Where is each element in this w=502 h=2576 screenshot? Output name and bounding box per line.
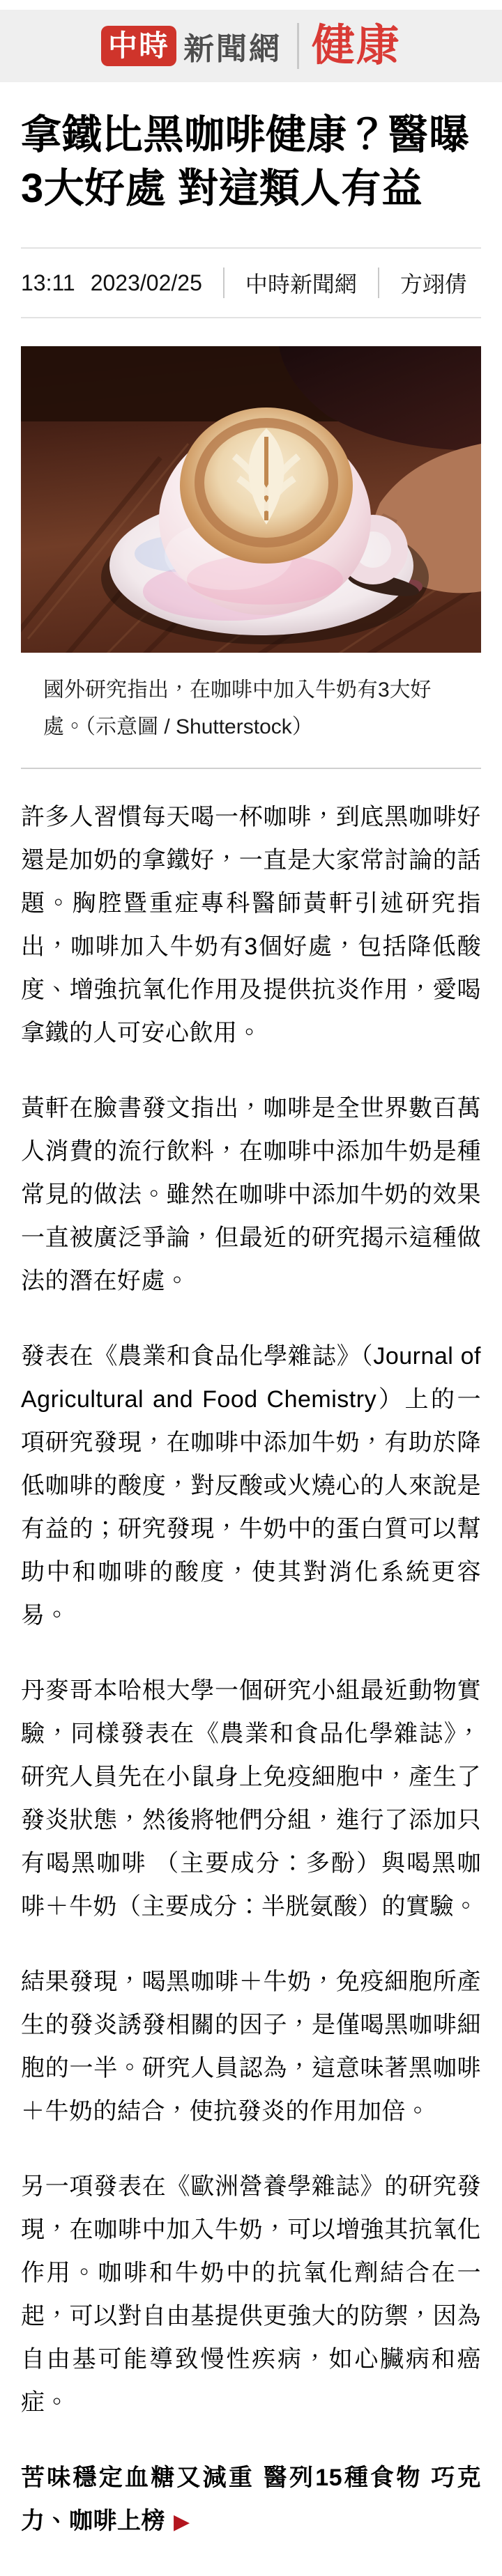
logo-box-icon: 中時 bbox=[101, 26, 176, 66]
related-article-link[interactable] bbox=[21, 2456, 481, 2544]
related-article-label: 苦味穩定血糖又減重 醫列15種食物 巧克力、咖啡上榜 bbox=[21, 2465, 481, 2535]
article-paragraph: 丹麥哥本哈根大學一個研究小組最近動物實驗，同樣發表在《農業和食品化學雜誌》，研究人員先在小鼠身上免疫細胞中，產生了發炎狀態，然後將牠們分組，進行了添加只有喝黑咖啡 （主要成分：多酚）與喝黑咖啡＋牛奶（主要成分：半胱氨酸）的實驗。 bbox=[21, 1677, 481, 1921]
logo-suffix-label: 新聞網 bbox=[183, 32, 282, 66]
article-paragraph: 發表在《農業和食品化學雜誌》（Journal of Agricultural and Food Chemistry）上的一項研究發現，在咖啡中添加牛奶，有助於降低咖啡的酸度，對反酸或火燒心的人來說是有益的；研究發現，牛奶中的蛋白質可以幫助中和咖啡的酸度，使其對消化系統更容易。 bbox=[21, 1343, 481, 1629]
meta-separator bbox=[378, 267, 379, 298]
latte-photo-illustration bbox=[21, 346, 481, 653]
publish-time: 13:11 bbox=[21, 270, 75, 295]
author-label: 方翊倩 bbox=[400, 272, 467, 297]
site-header bbox=[0, 10, 502, 82]
divider-below-caption bbox=[21, 768, 481, 769]
article-meta-row bbox=[21, 249, 481, 317]
top-whitespace bbox=[0, 0, 502, 10]
article-title: 拿鐵比黑咖啡健康？醫曝3大好處 對這類人有益 bbox=[21, 112, 470, 211]
divider-below-meta bbox=[21, 317, 481, 318]
arrow-right-icon: ▶ bbox=[174, 2511, 190, 2534]
meta-separator bbox=[223, 267, 225, 298]
image-caption: 國外研究指出，在咖啡中加入牛奶有3大好處。（示意圖 / Shutterstock） bbox=[43, 678, 432, 738]
article-content bbox=[0, 109, 502, 2544]
header-divider bbox=[297, 23, 299, 69]
article-paragraph: 黃軒在臉書發文指出，咖啡是全世界數百萬人消費的流行飲料，在咖啡中添加牛奶是種常見的做法。雖然在咖啡中添加牛奶的效果一直被廣泛爭論，但最近的研究揭示這種做法的潛在好處。 bbox=[21, 1095, 481, 1295]
article-paragraph: 許多人習慣每天喝一杯咖啡，到底黑咖啡好還是加奶的拿鐵好，一直是大家常討論的話題。胸腔暨重症專科醫師黃軒引述研究指出，咖啡加入牛奶有3個好處，包括降低酸度、增強抗氧化作用及提供抗炎作用，愛喝拿鐵的人可安心飲用。 bbox=[21, 804, 481, 1047]
article-paragraph: 結果發現，喝黑咖啡＋牛奶，免疫細胞所產生的發炎誘發相關的因子，是僅喝黑咖啡細胞的一半。研究人員認為，這意味著黑咖啡＋牛奶的結合，使抗發炎的作用加倍。 bbox=[21, 1969, 481, 2125]
section-link-health[interactable]: 健康 bbox=[312, 22, 402, 70]
article-image[interactable] bbox=[21, 346, 481, 653]
source-label: 中時新聞網 bbox=[245, 272, 357, 297]
logo-home-link[interactable] bbox=[101, 24, 282, 68]
article-body bbox=[21, 796, 481, 2544]
publish-date: 2023/02/25 bbox=[90, 270, 202, 295]
article-paragraph: 另一項發表在《歐洲營養學雜誌》的研究發現，在咖啡中加入牛奶，可以增強其抗氧化作用。咖啡和牛奶中的抗氧化劑結合在一起，可以對自由基提供更強大的防禦，因為自由基可能導致慢性疾病，如心臟病和癌症。 bbox=[21, 2173, 481, 2416]
